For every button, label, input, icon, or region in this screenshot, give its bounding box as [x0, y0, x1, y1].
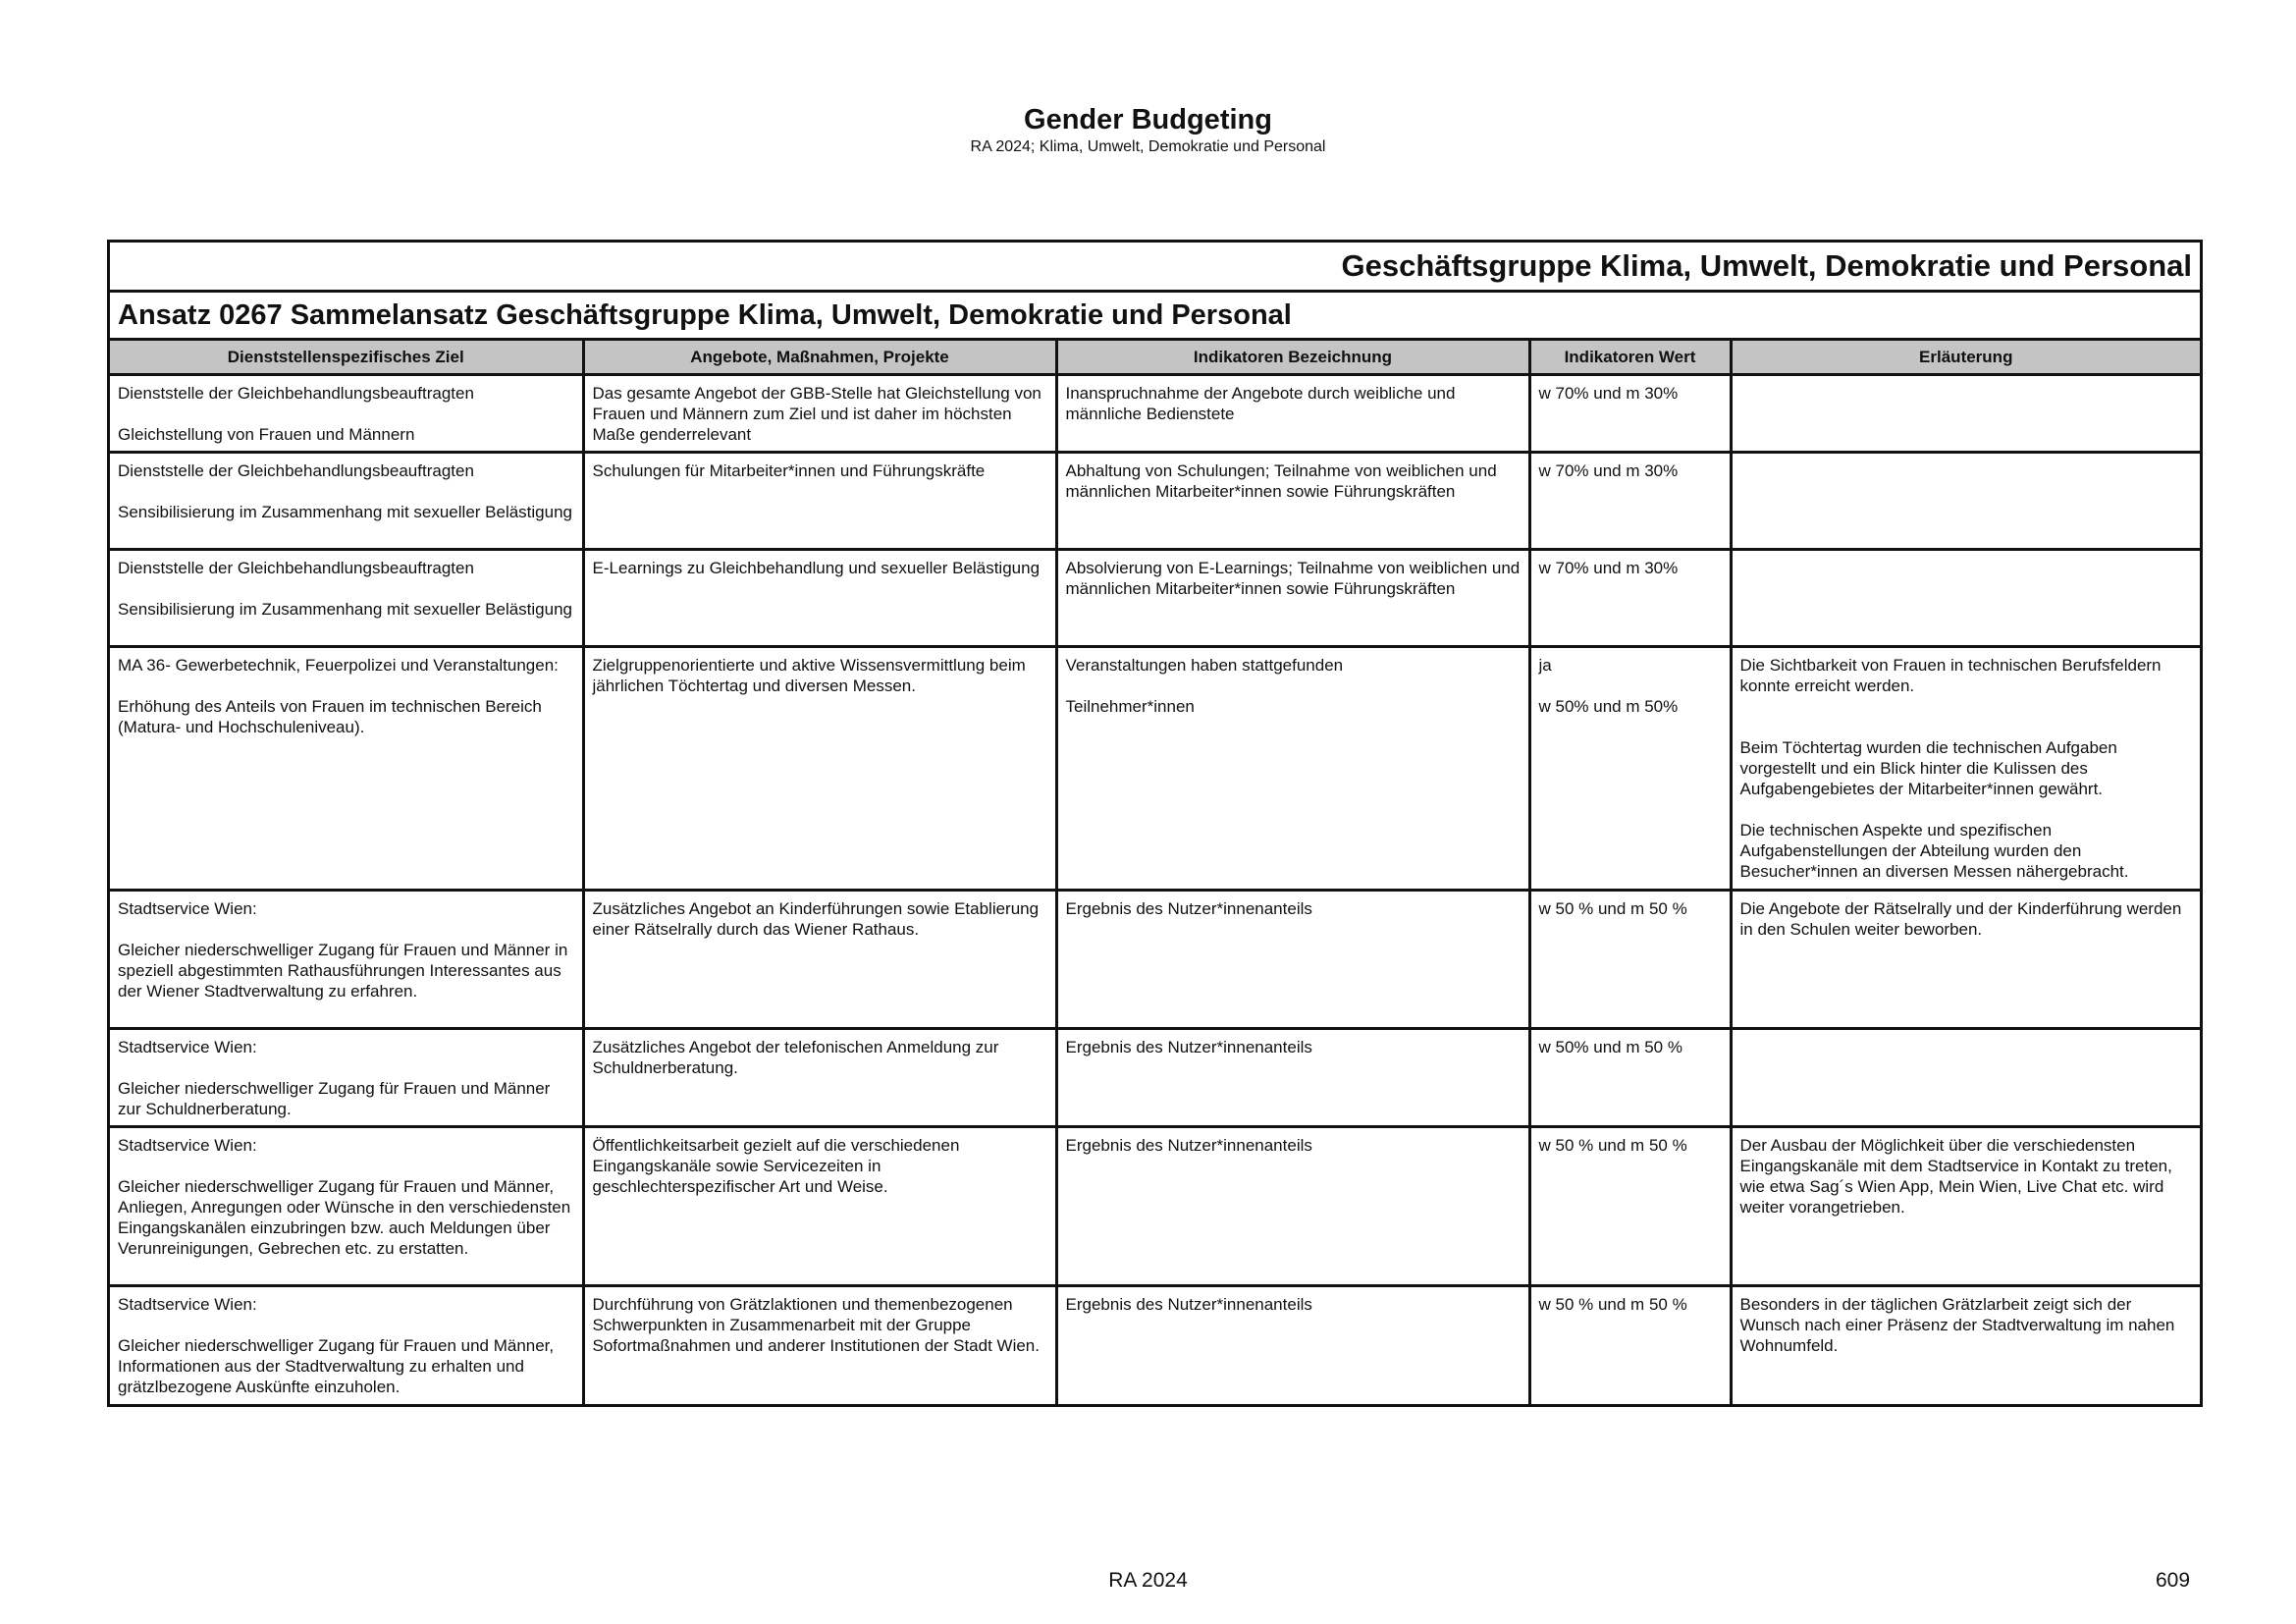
section-title: Ansatz 0267 Sammelansatz Geschäftsgruppe Klima, Umwelt, Demokratie und Personal [110, 293, 2200, 341]
cell-ziel: Dienststelle der Gleichbehandlungsbeauftragten Gleichstellung von Frauen und Männern [110, 375, 583, 453]
cell-wert: w 70% und m 30% [1529, 375, 1731, 453]
cell-indikator: Ergebnis des Nutzer*innenanteils [1056, 1029, 1529, 1127]
cell-wert: w 50 % und m 50 % [1529, 1127, 1731, 1286]
cell-erlaeuterung: Besonders in der täglichen Grätzlarbeit zeigt sich der Wunsch nach einer Präsenz der Stadtverwaltung im nahen Wohnumfeld. [1731, 1286, 2200, 1404]
cell-indikator: Absolvierung von E-Learnings; Teilnahme von weiblichen und männlichen Mitarbeiter*innen sowie Führungskräften [1056, 550, 1529, 647]
budget-sheet [107, 240, 2203, 1407]
cell-ziel: Dienststelle der Gleichbehandlungsbeauftragten Sensibilisierung im Zusammenhang mit sexueller Belästigung [110, 550, 583, 647]
cell-indikator: Ergebnis des Nutzer*innenanteils [1056, 1286, 1529, 1404]
group-title: Geschäftsgruppe Klima, Umwelt, Demokratie und Personal [110, 243, 2200, 293]
cell-wert: w 50 % und m 50 % [1529, 891, 1731, 1029]
cell-indikator: Abhaltung von Schulungen; Teilnahme von weiblichen und männlichen Mitarbeiter*innen sowie Führungskräften [1056, 453, 1529, 550]
cell-angebote: Das gesamte Angebot der GBB-Stelle hat Gleichstellung von Frauen und Männern zum Ziel und ist daher im höchsten Maße genderrelevant [583, 375, 1056, 453]
table-row [110, 891, 2200, 1029]
cell-indikator: Inanspruchnahme der Angebote durch weibliche und männliche Bedienstete [1056, 375, 1529, 453]
cell-wert: w 70% und m 30% [1529, 550, 1731, 647]
cell-wert: w 70% und m 30% [1529, 453, 1731, 550]
cell-indikator: Ergebnis des Nutzer*innenanteils [1056, 891, 1529, 1029]
cell-angebote: Durchführung von Grätzlaktionen und themenbezogenen Schwerpunkten in Zusammenarbeit mit der Gruppe Sofortmaßnahmen und anderer Institutionen der Stadt Wien. [583, 1286, 1056, 1404]
cell-ziel: Stadtservice Wien: Gleicher niederschwelliger Zugang für Frauen und Männer, Anliegen, Anregungen oder Wünsche in den verschiedensten Eingangskanälen einzubringen bzw. auch Meldungen über Verunreinigungen, Gebrechen etc. zu erstatten. [110, 1127, 583, 1286]
cell-indikator: Ergebnis des Nutzer*innenanteils [1056, 1127, 1529, 1286]
cell-wert: ja w 50% und m 50% [1529, 647, 1731, 891]
column-header-ziel: Dienststellenspezifisches Ziel [110, 341, 583, 375]
cell-wert: w 50% und m 50 % [1529, 1029, 1731, 1127]
table-row [110, 647, 2200, 891]
cell-wert: w 50 % und m 50 % [1529, 1286, 1731, 1404]
column-header-erlaeuterung: Erläuterung [1731, 341, 2200, 375]
cell-ziel: Stadtservice Wien: Gleicher niederschwelliger Zugang für Frauen und Männer, Informationen aus der Stadtverwaltung zu erhalten und grätzlbezogene Auskünfte einzuholen. [110, 1286, 583, 1404]
cell-ziel: MA 36- Gewerbetechnik, Feuerpolizei und Veranstaltungen: Erhöhung des Anteils von Frauen im technischen Bereich (Matura- und Hochschuleniveau). [110, 647, 583, 891]
page-number: 609 [2156, 1569, 2191, 1592]
cell-erlaeuterung [1731, 1029, 2200, 1127]
table-row [110, 1127, 2200, 1286]
cell-angebote: Zielgruppenorientierte und aktive Wissensvermittlung beim jährlichen Töchtertag und diversen Messen. [583, 647, 1056, 891]
table-row [110, 1286, 2200, 1404]
column-header-angebote: Angebote, Maßnahmen, Projekte [583, 341, 1056, 375]
document-subtitle: RA 2024; Klima, Umwelt, Demokratie und Personal [970, 138, 1326, 155]
cell-indikator: Veranstaltungen haben stattgefunden Teilnehmer*innen [1056, 647, 1529, 891]
gender-budget-table [110, 341, 2200, 1404]
cell-ziel: Stadtservice Wien: Gleicher niederschwelliger Zugang für Frauen und Männer zur Schuldnerberatung. [110, 1029, 583, 1127]
cell-angebote: Öffentlichkeitsarbeit gezielt auf die verschiedenen Eingangskanäle sowie Servicezeiten in geschlechterspezifischer Art und Weise. [583, 1127, 1056, 1286]
cell-angebote: E-Learnings zu Gleichbehandlung und sexueller Belästigung [583, 550, 1056, 647]
column-header-indikator: Indikatoren Bezeichnung [1056, 341, 1529, 375]
document-header [0, 102, 2296, 157]
table-row [110, 1029, 2200, 1127]
footer-label: RA 2024 [1108, 1569, 1188, 1592]
table-header-row [110, 341, 2200, 375]
cell-erlaeuterung: Die Sichtbarkeit von Frauen in technischen Berufsfeldern konnte erreicht werden. Beim Töchtertag wurden die technischen Aufgaben vorgestellt und ein Blick hinter die Kulissen des Aufgabengebietes der Mitarbeiter*innen gewährt. Die technischen Aspekte und spezifischen Aufgabenstellungen der Abteilung wurden den Besucher*innen an diversen Messen nähergebracht. [1731, 647, 2200, 891]
cell-erlaeuterung: Der Ausbau der Möglichkeit über die verschiedensten Eingangskanäle mit dem Stadtservice in Kontakt zu treten, wie etwa Sag´s Wien App, Mein Wien, Live Chat etc. wird weiter vorangetrieben. [1731, 1127, 2200, 1286]
table-row [110, 550, 2200, 647]
cell-erlaeuterung [1731, 375, 2200, 453]
document-title: Gender Budgeting [1024, 104, 1272, 135]
cell-erlaeuterung: Die Angebote der Rätselrally und der Kinderführung werden in den Schulen weiter beworben. [1731, 891, 2200, 1029]
cell-erlaeuterung [1731, 550, 2200, 647]
cell-angebote: Schulungen für Mitarbeiter*innen und Führungskräfte [583, 453, 1056, 550]
cell-ziel: Stadtservice Wien: Gleicher niederschwelliger Zugang für Frauen und Männer in speziell abgestimmten Rathausführungen Interessantes aus der Wiener Stadtverwaltung zu erfahren. [110, 891, 583, 1029]
cell-erlaeuterung [1731, 453, 2200, 550]
table-row [110, 375, 2200, 453]
cell-angebote: Zusätzliches Angebot der telefonischen Anmeldung zur Schuldnerberatung. [583, 1029, 1056, 1127]
column-header-wert: Indikatoren Wert [1529, 341, 1731, 375]
cell-ziel: Dienststelle der Gleichbehandlungsbeauftragten Sensibilisierung im Zusammenhang mit sexueller Belästigung [110, 453, 583, 550]
cell-angebote: Zusätzliches Angebot an Kinderführungen sowie Etablierung einer Rätselrally durch das Wiener Rathaus. [583, 891, 1056, 1029]
table-row [110, 453, 2200, 550]
